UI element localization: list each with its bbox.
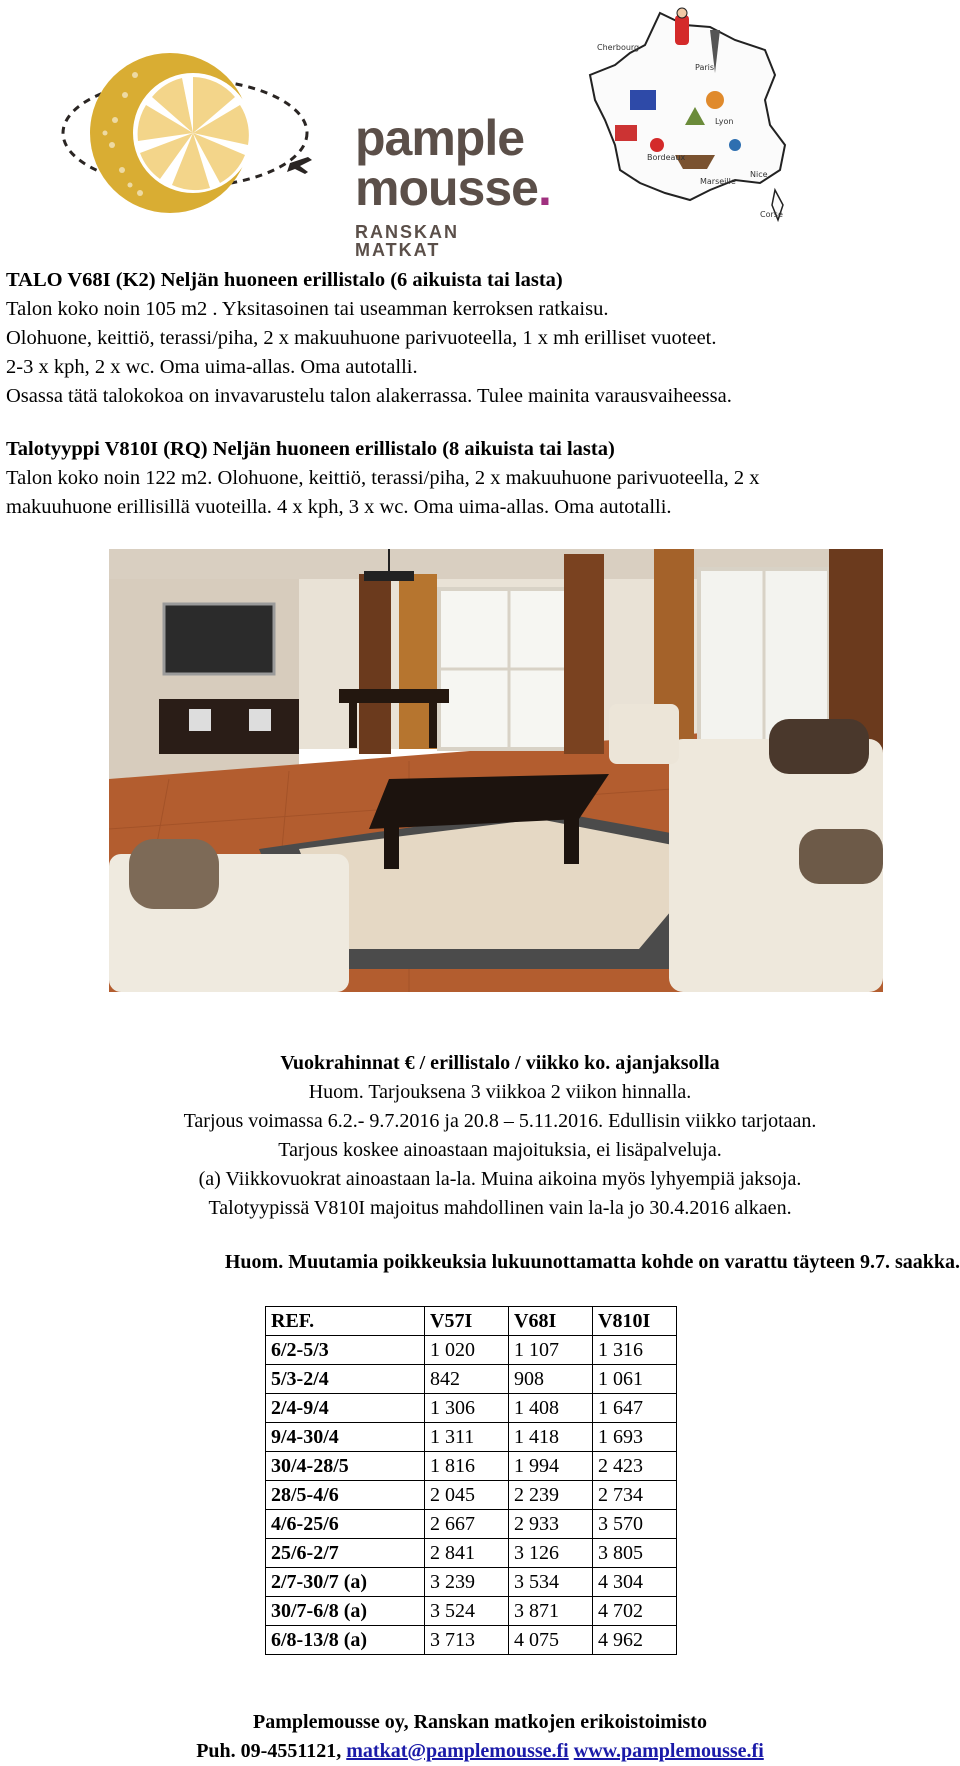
price-cell: 1 061 [593, 1365, 677, 1394]
price-cell: 3 871 [509, 1597, 593, 1626]
pricing-note: Huom. Tarjouksena 3 viikkoa 2 viikon hinnalla. [308, 1081, 692, 1103]
footer-contact [0, 1740, 960, 1763]
pricing-note: Tarjous voimassa 6.2.- 9.7.2016 ja 20.8 – 5.11.2016. Edullisin viikko tarjotaan. [183, 1110, 817, 1132]
table-row [266, 1336, 677, 1365]
price-cell: 3 126 [509, 1539, 593, 1568]
footer-company: Pamplemousse oy, Ranskan matkojen erikoistoimisto [253, 1711, 707, 1733]
price-cell: 908 [509, 1365, 593, 1394]
map-label-marseille: Marseille [700, 177, 736, 186]
period-cell: 2/4-9/4 [266, 1394, 425, 1423]
price-table [265, 1306, 677, 1655]
table-row [266, 1423, 677, 1452]
price-cell: 1 408 [509, 1394, 593, 1423]
price-cell: 1 020 [425, 1336, 509, 1365]
map-label-corse: Corse [760, 210, 783, 219]
price-cell: 2 423 [593, 1452, 677, 1481]
table-header: REF. [266, 1307, 425, 1336]
living-room-photo [109, 549, 883, 992]
france-map-icon [575, 5, 800, 233]
table-header: V810I [593, 1307, 677, 1336]
period-cell: 30/4-28/5 [266, 1452, 425, 1481]
logo-dot: . [537, 160, 551, 216]
period-cell: 2/7-30/7 (a) [266, 1568, 425, 1597]
table-row [266, 1597, 677, 1626]
house-v68i-line: Osassa tätä talokokoa on invavarustelu talon alakerrassa. Tulee mainita varausvaiheessa. [6, 385, 732, 407]
price-cell: 3 524 [425, 1597, 509, 1626]
price-cell: 1 316 [593, 1336, 677, 1365]
price-cell: 2 841 [425, 1539, 509, 1568]
price-cell: 3 805 [593, 1539, 677, 1568]
table-row [266, 1365, 677, 1394]
house-v810i-title: Talotyyppi V810I (RQ) Neljän huoneen erillistalo (8 aikuista tai lasta) [6, 438, 615, 460]
map-label-lyon: Lyon [715, 117, 734, 126]
table-row [266, 1626, 677, 1655]
price-cell: 4 702 [593, 1597, 677, 1626]
pamplemousse-logo [60, 45, 551, 260]
table-row [266, 1539, 677, 1568]
price-cell: 3 570 [593, 1510, 677, 1539]
period-cell: 4/6-25/6 [266, 1510, 425, 1539]
email-link[interactable]: matkat@pamplemousse.fi [346, 1740, 569, 1762]
logo-word-mousse-text: mousse [355, 160, 538, 216]
house-v68i-title: TALO V68I (K2) Neljän huoneen erillistalo (6 aikuista tai lasta) [6, 269, 563, 291]
table-header-row [266, 1307, 677, 1336]
price-cell: 1 816 [425, 1452, 509, 1481]
footer-phone: Puh. 09-4551121, [196, 1740, 347, 1762]
logo-word-pample: pample [355, 110, 525, 166]
logo-wordmark [355, 110, 551, 260]
table-header: V68I [509, 1307, 593, 1336]
house-v810i-line: makuuhuone erillisillä vuoteilla. 4 x kph, 3 x wc. Oma uima-allas. Oma autotalli. [6, 496, 672, 518]
france-map-illustration [575, 5, 800, 233]
period-cell: 5/3-2/4 [266, 1365, 425, 1394]
price-cell: 1 306 [425, 1394, 509, 1423]
house-v68i-line: 2-3 x kph, 2 x wc. Oma uima-allas. Oma autotalli. [6, 356, 418, 378]
price-cell: 3 713 [425, 1626, 509, 1655]
price-cell: 4 304 [593, 1568, 677, 1597]
living-room-image [109, 549, 883, 992]
map-label-bordeaux: Bordeaux [647, 153, 686, 162]
price-cell: 2 933 [509, 1510, 593, 1539]
table-row [266, 1510, 677, 1539]
price-cell: 4 962 [593, 1626, 677, 1655]
period-cell: 6/2-5/3 [266, 1336, 425, 1365]
price-cell: 1 693 [593, 1423, 677, 1452]
map-label-paris: Paris [695, 63, 715, 72]
price-cell: 842 [425, 1365, 509, 1394]
period-cell: 25/6-2/7 [266, 1539, 425, 1568]
price-cell: 4 075 [509, 1626, 593, 1655]
logo-word-mousse [355, 160, 551, 216]
period-cell: 28/5-4/6 [266, 1481, 425, 1510]
price-cell: 3 239 [425, 1568, 509, 1597]
table-row [266, 1394, 677, 1423]
price-cell: 1 311 [425, 1423, 509, 1452]
price-cell: 2 239 [509, 1481, 593, 1510]
price-cell: 2 045 [425, 1481, 509, 1510]
table-row [266, 1452, 677, 1481]
map-label-cherbourg: Cherbourg [597, 43, 640, 52]
price-cell: 1 107 [509, 1336, 593, 1365]
logo-tagline: RANSKAN MATKAT [355, 222, 459, 260]
house-v68i-line: Talon koko noin 105 m2 . Yksitasoinen tai useamman kerroksen ratkaisu. [6, 298, 609, 320]
house-v810i-line: Talon koko noin 122 m2. Olohuone, keittiö, terassi/piha, 2 x makuuhuone parivuoteella, 2 x [6, 467, 760, 489]
house-v68i-line: Olohuone, keittiö, terassi/piha, 2 x makuuhuone parivuoteella, 1 x mh erilliset vuoteet. [6, 327, 717, 349]
price-cell: 3 534 [509, 1568, 593, 1597]
pricing-note: (a) Viikkovuokrat ainoastaan la-la. Muina aikoina myös lyhyempiä jaksoja. [198, 1168, 802, 1190]
pricing-heading: Vuokrahinnat € / erillistalo / viikko ko. ajanjaksolla [280, 1052, 720, 1074]
price-cell: 2 667 [425, 1510, 509, 1539]
pricing-note: Talotyypissä V810I majoitus mahdollinen vain la-la jo 30.4.2016 alkaen. [208, 1197, 792, 1219]
pricing-note: Tarjous koskee ainoastaan majoituksia, ei lisäpalveluja. [278, 1139, 722, 1161]
map-label-nice: Nice [750, 170, 768, 179]
period-cell: 30/7-6/8 (a) [266, 1597, 425, 1626]
availability-warning: Huom. Muutamia poikkeuksia lukuunottamatta kohde on varattu täyteen 9.7. saakka. [224, 1251, 960, 1273]
price-cell: 1 647 [593, 1394, 677, 1423]
website-link[interactable]: www.pamplemousse.fi [573, 1740, 764, 1762]
price-cell: 1 994 [509, 1452, 593, 1481]
table-row [266, 1481, 677, 1510]
price-cell: 1 418 [509, 1423, 593, 1452]
table-row [266, 1568, 677, 1597]
grapefruit-logo-icon [60, 45, 360, 220]
period-cell: 9/4-30/4 [266, 1423, 425, 1452]
price-cell: 2 734 [593, 1481, 677, 1510]
period-cell: 6/8-13/8 (a) [266, 1626, 425, 1655]
table-header: V57I [425, 1307, 509, 1336]
